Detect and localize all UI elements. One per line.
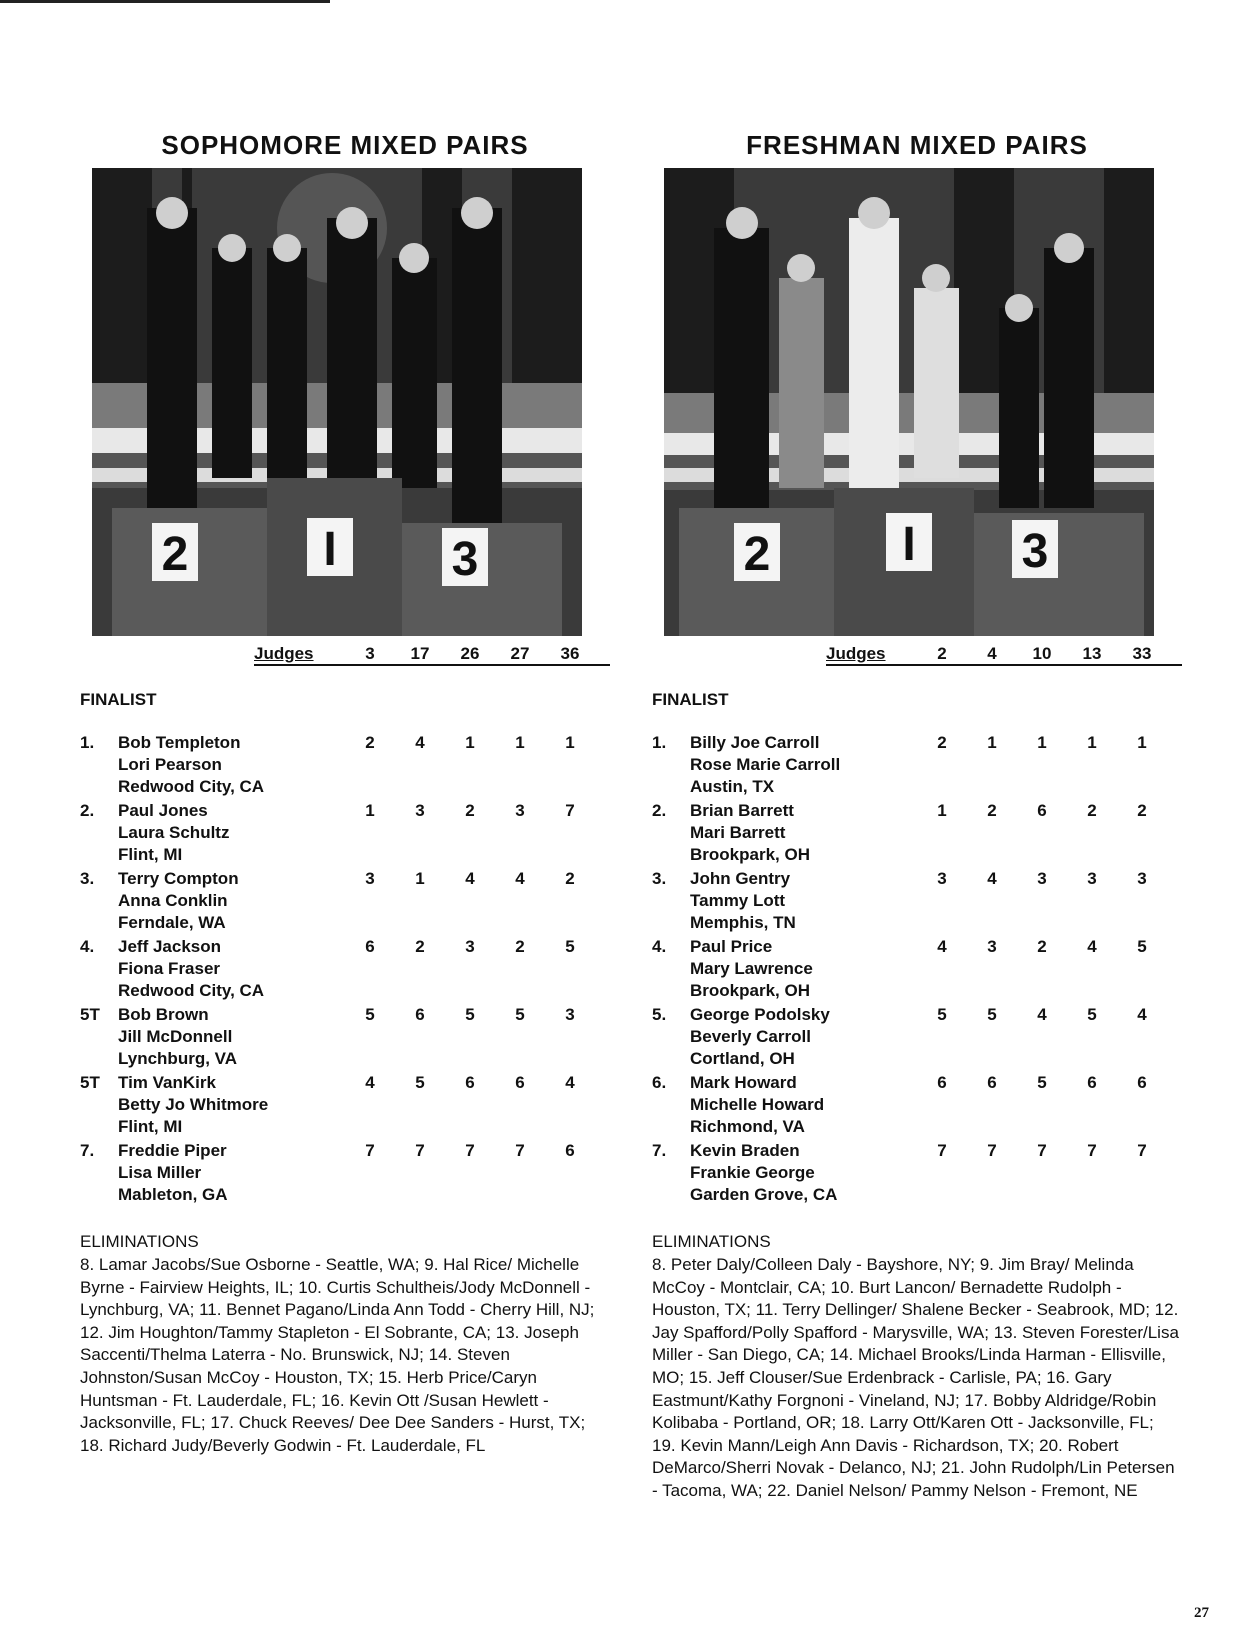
judge-score: 6 <box>515 1073 525 1092</box>
finalist-rank: 4. <box>80 937 95 956</box>
finalist-woman: Mari Barrett <box>690 823 786 842</box>
judge-score: 3 <box>1037 869 1047 888</box>
finalist-entry <box>652 868 1182 936</box>
judge-number: 36 <box>560 644 580 663</box>
finalist-entry <box>80 1004 610 1072</box>
finalist-location: Ferndale, WA <box>118 913 226 932</box>
finalist-woman: Jill McDonnell <box>118 1027 233 1046</box>
judge-score: 6 <box>987 1073 997 1092</box>
podium-photo-illustration <box>664 168 1154 636</box>
judge-score: 1 <box>1037 733 1047 752</box>
finalist-man: Tim VanKirk <box>118 1073 216 1092</box>
finalist-woman: Betty Jo Whitmore <box>118 1095 269 1114</box>
judge-score: 5 <box>415 1073 425 1092</box>
judge-number: 33 <box>1132 644 1152 663</box>
judge-score: 2 <box>365 733 375 752</box>
finalist-list <box>80 732 610 1208</box>
finalist-location: Cortland, OH <box>690 1049 795 1068</box>
finalist-man: Kevin Braden <box>690 1141 800 1160</box>
finalist-woman: Frankie George <box>690 1163 815 1182</box>
finalist-rank: 2. <box>80 801 95 820</box>
finalist-entry <box>80 868 610 936</box>
judge-score: 5 <box>987 1005 997 1024</box>
finalist-rank: 7. <box>80 1141 95 1160</box>
finalist-entry <box>80 732 610 800</box>
judge-score: 3 <box>515 801 525 820</box>
judge-score: 5 <box>1137 937 1147 956</box>
finalist-woman: Tammy Lott <box>690 891 786 910</box>
judge-score: 2 <box>415 937 425 956</box>
judge-score: 4 <box>937 937 947 956</box>
judge-score: 2 <box>515 937 525 956</box>
judge-score: 1 <box>515 733 525 752</box>
finalist-names <box>118 732 264 798</box>
judge-score: 4 <box>515 869 525 888</box>
finalist-entry <box>652 800 1182 868</box>
finalist-rank: 5. <box>652 1005 667 1024</box>
judge-score: 4 <box>465 869 475 888</box>
judge-score: 7 <box>1087 1141 1097 1160</box>
judge-score: 2 <box>937 733 947 752</box>
judge-score: 3 <box>1137 869 1147 888</box>
finalist-location: Redwood City, CA <box>118 981 265 1000</box>
judge-score: 6 <box>565 1141 575 1160</box>
judge-number: 27 <box>510 644 530 663</box>
finalist-location: Brookpark, OH <box>690 981 810 1000</box>
finalist-names <box>690 1140 837 1206</box>
finalist-names <box>690 1072 824 1138</box>
eliminations-heading: ELIMINATIONS <box>652 1232 771 1251</box>
finalist-man: Bob Templeton <box>118 733 241 752</box>
finalist-location: Flint, MI <box>118 1117 183 1136</box>
finalist-woman: Anna Conklin <box>118 891 228 910</box>
judges-label: Judges <box>826 644 886 663</box>
judge-score: 6 <box>465 1073 475 1092</box>
finalist-man: Bob Brown <box>118 1005 209 1024</box>
judge-score: 6 <box>1037 801 1047 820</box>
judge-score: 2 <box>465 801 475 820</box>
page-number: 27 <box>1194 1605 1209 1621</box>
finalist-rank: 6. <box>652 1073 667 1092</box>
judge-score: 7 <box>987 1141 997 1160</box>
judge-score: 3 <box>1087 869 1097 888</box>
finalist-man: John Gentry <box>690 869 791 888</box>
judge-number: 17 <box>410 644 430 663</box>
finalist-entry <box>80 800 610 868</box>
judge-score: 4 <box>1087 937 1097 956</box>
judge-score: 1 <box>415 869 425 888</box>
finalist-man: Freddie Piper <box>118 1141 227 1160</box>
judge-score: 4 <box>1037 1005 1047 1024</box>
judge-score: 3 <box>987 937 997 956</box>
judge-score: 1 <box>565 733 575 752</box>
judge-score: 3 <box>565 1005 575 1024</box>
finalist-names <box>118 936 264 1002</box>
judge-score: 1 <box>1137 733 1147 752</box>
podium-number-1: I <box>323 523 337 576</box>
judge-score: 1 <box>1087 733 1097 752</box>
finalist-woman: Lisa Miller <box>118 1163 202 1182</box>
finalist-rank: 2. <box>652 801 667 820</box>
finalist-man: Paul Jones <box>118 801 208 820</box>
judge-score: 2 <box>1137 801 1147 820</box>
judge-number: 10 <box>1032 644 1052 663</box>
judge-score: 6 <box>365 937 375 956</box>
eliminations-heading: ELIMINATIONS <box>80 1232 199 1251</box>
judge-number: 4 <box>987 644 997 663</box>
finalist-names <box>690 1004 830 1070</box>
podium-photo <box>664 168 1154 636</box>
podium-number-2: 2 <box>161 528 189 581</box>
section-title: SOPHOMORE MIXED PAIRS <box>161 130 529 160</box>
judge-score: 4 <box>1137 1005 1147 1024</box>
judges-underline <box>254 664 610 666</box>
finalist-entry <box>652 1140 1182 1208</box>
podium-photo <box>92 168 582 636</box>
judge-score: 4 <box>365 1073 375 1092</box>
finalist-location: Lynchburg, VA <box>118 1049 237 1068</box>
judge-score: 1 <box>937 801 947 820</box>
finalist-entry <box>652 732 1182 800</box>
eliminations-text: 8. Lamar Jacobs/Sue Osborne - Seattle, WA; 9. Hal Rice/ Michelle Byrne - Fairview Heights, IL; 10. Curtis Schultheis/Jody McDonnell - Lynchburg, VA; 11. Bennet Pagano/Linda Ann Todd - Cherry Hill, NJ; 12. Jim Houghton/Tammy Stapleton - El Sobrante, CA; 13. Joseph Saccenti/Thelma Laterra - No. Brunswick, NJ; 14. Steven Johnston/Susan McCoy - Houston, TX; 15. Herb Price/Caryn Huntsman - Ft. Lauderdale, FL; 16. Kevin Ott /Susan Hewlett - Jacksonville, FL; 17. Chuck Reeves/ Dee Dee Sanders - Hurst, TX; 18. Richard Judy/Beverly Godwin - Ft. Lauderdale, FL <box>80 1255 595 1455</box>
judge-score: 2 <box>987 801 997 820</box>
judge-score: 7 <box>1037 1141 1047 1160</box>
finalist-names <box>690 800 810 866</box>
finalist-entry <box>80 1140 610 1208</box>
finalist-location: Brookpark, OH <box>690 845 810 864</box>
finalist-names <box>118 800 229 866</box>
finalist-entry <box>652 1004 1182 1072</box>
judge-score: 1 <box>365 801 375 820</box>
finalist-rank: 7. <box>652 1141 667 1160</box>
judge-score: 3 <box>415 801 425 820</box>
judge-score: 7 <box>1137 1141 1147 1160</box>
judges-header <box>652 644 1182 668</box>
judge-score: 5 <box>937 1005 947 1024</box>
judge-score: 6 <box>937 1073 947 1092</box>
judge-score: 4 <box>987 869 997 888</box>
finalist-woman: Rose Marie Carroll <box>690 755 841 774</box>
judge-score: 7 <box>365 1141 375 1160</box>
judge-score: 3 <box>465 937 475 956</box>
finalist-rank: 1. <box>80 733 95 752</box>
podium-photo-illustration <box>92 168 582 636</box>
judge-score: 2 <box>1037 937 1047 956</box>
finalist-names <box>690 936 813 1002</box>
judge-score: 7 <box>515 1141 525 1160</box>
finalist-location: Redwood City, CA <box>118 777 265 796</box>
judge-score: 7 <box>415 1141 425 1160</box>
judge-score: 6 <box>1137 1073 1147 1092</box>
judge-number: 3 <box>365 644 375 663</box>
finalist-woman: Laura Schultz <box>118 823 230 842</box>
podium-number-3: 3 <box>451 533 479 586</box>
finalist-rank: 4. <box>652 937 667 956</box>
finalist-location: Flint, MI <box>118 845 183 864</box>
judges-header <box>80 644 610 668</box>
judge-score: 7 <box>465 1141 475 1160</box>
finalist-rank: 3. <box>80 869 95 888</box>
page-top-rule <box>0 0 330 3</box>
finalist-names <box>690 732 840 798</box>
podium-number-1: I <box>902 518 916 571</box>
finalist-names <box>690 868 796 934</box>
eliminations-text: 8. Peter Daly/Colleen Daly - Bayshore, NY; 9. Jim Bray/ Melinda McCoy - Montclair, CA; 10. Burt Lancon/ Bernadette Rudolph - Houston, TX; 11. Terry Dellinger/ Shalene Becker - Seabrook, MD; 12. Jay Spafford/Polly Spafford - Marysville, WA; 13. Steven Forester/Lisa Miller - San Diego, CA; 14. Michael Brooks/Linda Harman - Ellisville, MO; 15. Jeff Clouser/Sue Erdenbrack - Carlisle, PA; 16. Gary Eastmunt/Kathy Forgnoni - Vineland, NJ; 17. Bobby Aldridge/Robin Kolibaba - Portland, OR; 18. Larry Ott/Karen Ott - Jacksonville, FL; 19. Kevin Mann/Leigh Ann Davis - Richardson, TX; 20. Robert DeMarco/Sherri Novak - Delanco, NJ; 21. John Rudolph/Lin Petersen - Tacoma, WA; 22. Daniel Nelson/ Pammy Nelson - Fremont, NE <box>652 1255 1179 1500</box>
finalist-man: Mark Howard <box>690 1073 797 1092</box>
finalist-names <box>118 1140 228 1206</box>
judge-number: 13 <box>1082 644 1102 663</box>
judges-underline <box>826 664 1182 666</box>
finalist-man: Billy Joe Carroll <box>690 733 820 752</box>
judge-score: 2 <box>1087 801 1097 820</box>
finalist-location: Mableton, GA <box>118 1185 228 1204</box>
podium-number-3: 3 <box>1021 525 1049 578</box>
finalist-man: Jeff Jackson <box>118 937 221 956</box>
judge-score: 4 <box>415 733 425 752</box>
finalist-man: Terry Compton <box>118 869 239 888</box>
judge-score: 2 <box>565 869 575 888</box>
finalist-rank: 5T <box>80 1073 100 1092</box>
finalist-entry <box>652 1072 1182 1140</box>
finalist-names <box>118 1004 237 1070</box>
judge-score: 4 <box>565 1073 575 1092</box>
finalist-woman: Lori Pearson <box>118 755 222 774</box>
judge-score: 1 <box>465 733 475 752</box>
podium-number-2: 2 <box>743 528 771 581</box>
finalist-names <box>118 868 239 934</box>
finalist-entry <box>80 1072 610 1140</box>
finalist-names <box>118 1072 268 1138</box>
finalist-entry <box>652 936 1182 1004</box>
judge-score: 1 <box>987 733 997 752</box>
finalist-entry <box>80 936 610 1004</box>
finalist-man: Brian Barrett <box>690 801 794 820</box>
judge-score: 5 <box>365 1005 375 1024</box>
judge-score: 5 <box>465 1005 475 1024</box>
finalist-man: George Podolsky <box>690 1005 830 1024</box>
finalist-woman: Beverly Carroll <box>690 1027 811 1046</box>
finalist-rank: 3. <box>652 869 667 888</box>
judges-label: Judges <box>254 644 314 663</box>
judge-score: 5 <box>565 937 575 956</box>
judge-number: 2 <box>937 644 947 663</box>
finalist-woman: Mary Lawrence <box>690 959 813 978</box>
judge-score: 3 <box>937 869 947 888</box>
judge-score: 3 <box>365 869 375 888</box>
finalist-rank: 5T <box>80 1005 100 1024</box>
finalist-heading: FINALIST <box>80 690 157 709</box>
finalist-heading: FINALIST <box>652 690 729 709</box>
judge-score: 5 <box>1037 1073 1047 1092</box>
judge-number: 26 <box>460 644 480 663</box>
finalist-location: Richmond, VA <box>690 1117 805 1136</box>
judge-score: 7 <box>937 1141 947 1160</box>
finalist-rank: 1. <box>652 733 667 752</box>
finalist-location: Memphis, TN <box>690 913 796 932</box>
judge-score: 5 <box>515 1005 525 1024</box>
judge-score: 5 <box>1087 1005 1097 1024</box>
finalist-list <box>652 732 1182 1208</box>
finalist-woman: Fiona Fraser <box>118 959 221 978</box>
finalist-location: Austin, TX <box>690 777 775 796</box>
judge-score: 6 <box>1087 1073 1097 1092</box>
judge-score: 7 <box>565 801 575 820</box>
finalist-location: Garden Grove, CA <box>690 1185 838 1204</box>
section-title: FRESHMAN MIXED PAIRS <box>746 130 1088 160</box>
judge-score: 6 <box>415 1005 425 1024</box>
finalist-woman: Michelle Howard <box>690 1095 825 1114</box>
finalist-man: Paul Price <box>690 937 773 956</box>
